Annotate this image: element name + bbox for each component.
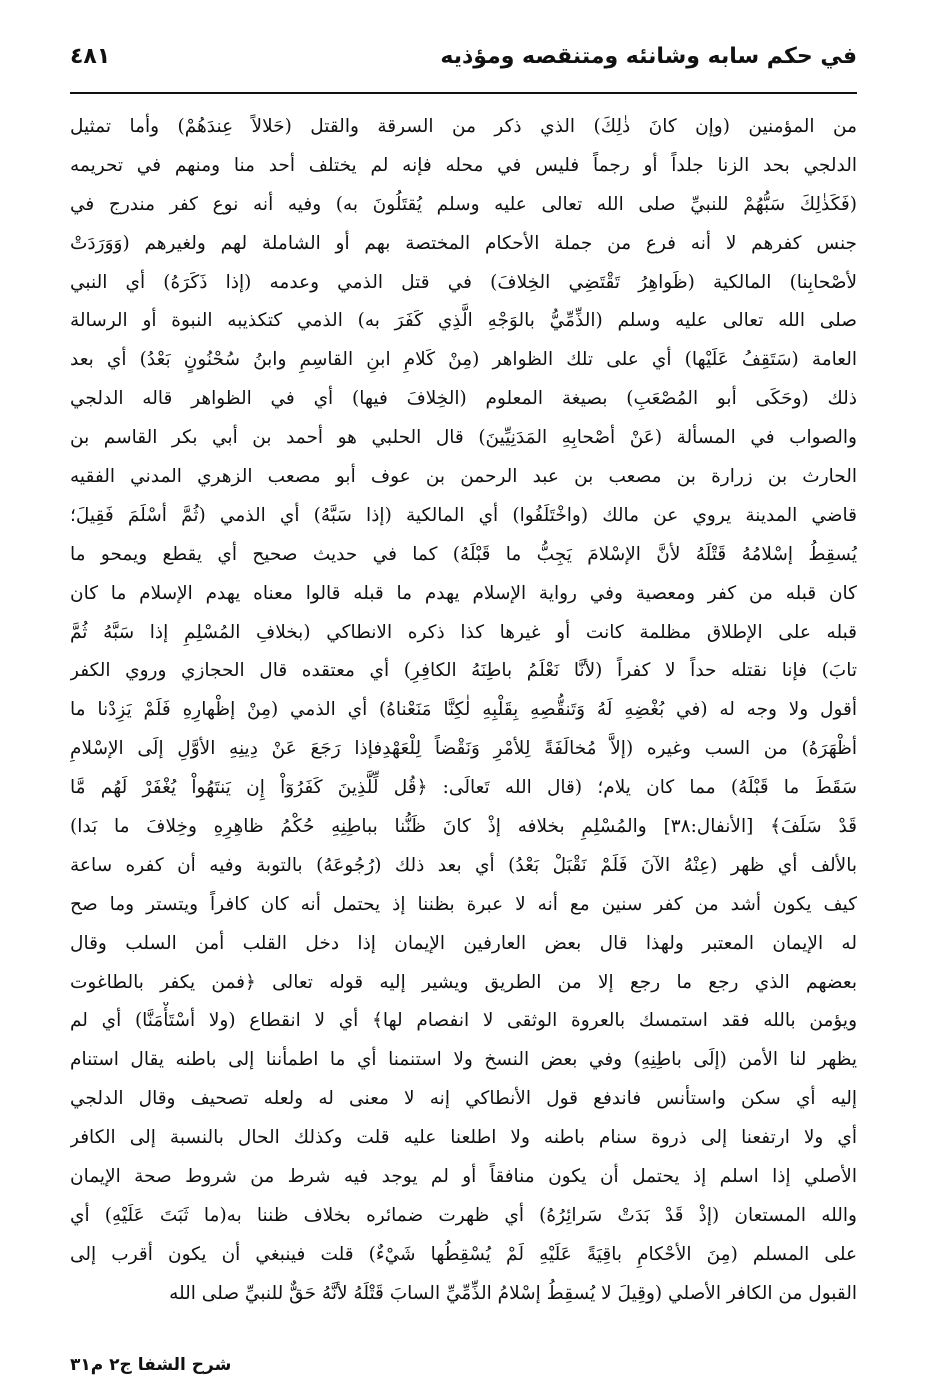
text-line: ذلك (وحَكَى أبو المُصْعَبِ) بصيغة المعلوم (الخِلافَ فيها) أي في الظواهر قاله الدلجي: [70, 388, 857, 410]
text-line: أي ولا ارتفعنا إلى ذروة سنام باطنه ولا اطلعنا عليه قلت وكذلك الحال بالنسبة إلى الكافر: [70, 1127, 857, 1149]
text-line: بعضهم الذي رجع ما رجع إلا من الطريق ويشير إليه قوله تعالى ﴿فمن يكفر بالطاغوت: [70, 971, 857, 993]
text-line: الأصلي إذا اسلم إذ يحتمل أن يكون منافقاً أو لم يوجد فيه شرط من شروط صحة الإيمان: [70, 1166, 857, 1188]
text-line: قاضي المدينة يروي عن مالك (واخْتَلَفُوا) أي المالكية (إذا سَبَّهُ) أي الذمي (ثُمَّ أسْلَمَ فَقِيلَ؛: [70, 504, 857, 526]
signature-mark: شرح الشفا ج٢ م٣١: [70, 1355, 232, 1375]
text-line: على المسلم (مِنَ الأحْكامِ باقِيَةً عَلَيْهِ لَمْ يُسْقِطُها شَيْءٌ) قلت فينبغي أن يكون أقرب إلى: [70, 1243, 857, 1265]
body-text: [70, 108, 857, 1314]
text-line: أقول ولا وجه له (في بُغْضِهِ لَهُ وَتَنقُّصِهِ بِقَلْبِهِ لٰكِنَّا مَنَعْناهُ) أي الذمي (مِنْ إظْهارِهِ فَلَمْ يَزِدْنا ما: [70, 699, 857, 721]
text-line: يُسقِطُ إسْلامُهُ قَتْلَهُ لأنَّ الإسْلامَ يَجِبُّ ما قَبْلَهُ) كما في حديث صحيح أي يقطع ويمحو ما: [70, 543, 857, 565]
text-line: جنس كفرهم لا أنه فرع من جملة الأحكام المختصة بهم أو الشاملة لهم ولغيرهم (وَوَرَدَتْ: [70, 232, 857, 254]
text-line: إليه أي سكن واستأنس فاندفع قول الأنطاكي إنه لا معنى له ولعله تصحيف وقال الدلجي: [70, 1088, 857, 1110]
running-title: في حكم سابه وشانئه ومتنقصه ومؤذيه: [440, 44, 857, 69]
text-line: لأصْحابِنا) المالكية (ظَواهِرُ تَقْتَضِي الخِلافَ) في قتل الذمي وعدمه (إذا ذَكَرَهُ) أي النبي: [70, 271, 857, 293]
text-line: القبول من الكافر الأصلي (وقِيلَ لا يُسقِطُ إسْلامُ الذِّمِّيِّ السابَ قَتْلَهُ لأنَّهُ حَقٌّ للنبيِّ صلى الله: [169, 1282, 857, 1304]
text-line: تابَ) فإنا نقتله حداً لا كفراً (لأنَّا نَعْلَمُ باطِنَهُ الكافِرِ) أي معتقده قال الحجازي وروي الكفر: [70, 660, 857, 682]
header-rule: [70, 92, 857, 94]
text-line: يظهر لنا الأمن (إلَى باطِنِهِ) وفي بعض النسخ ولا استنمنا أي ما اطمأننا إلى باطنه يقال استنام: [70, 1049, 857, 1071]
text-line: أظْهَرَهُ) من السب وغيره (إلاَّ مُخالَفَةً لِلأمْرِ وَنَقْضاً لِلْعَهْدِفإذا رَجَعَ عَنْ دِينِهِ الأوَّلِ إلَى الإسْلامِ: [70, 738, 857, 760]
text-line: ويؤمن بالله فقد استمسك بالعروة الوثقى لا انفصام لها﴾ أي لا انقطاع (ولا أسْتَأْمَنَّا) أي لم: [70, 1010, 857, 1032]
text-line: كيف يكون أشد من كفر سنين مع أنه لا عبرة بظننا إذ يحتمل أنه كان كافراً ويتستر وما صح: [70, 893, 857, 915]
text-line: والله المستعان (إذْ قَدْ بَدَتْ سَرائِرُهُ) أي ظهرت ضمائره بخلاف ظننا به(ما ثَبَتَ عَلَيْهِ) أي: [70, 1204, 857, 1226]
text-line: قَدْ سَلَفَ﴾ [الأنفال:٣٨] والمُسْلِمِ بخلافه إذْ كانَ ظَنُّنا بباطِنِهِ حُكْمُ ظاهِرِهِ وخِلافَ ما بَدا): [70, 816, 857, 838]
text-line: له الإيمان المعتبر ولهذا قال بعض العارفين الإيمان إذا دخل القلب أمن السلب وقال: [70, 932, 857, 954]
text-line: العامة (سَتَقِفُ عَلَيْها) أي على تلك الظواهر (مِنْ كَلامِ ابنِ القاسِمِ وابنُ سُحْنُونٍ بَعْدُ) أي بعد: [70, 349, 857, 371]
text-line: بالألف أي ظهر (عِنْهُ الآنَ فَلَمْ نَقْبَلْ بَعْدُ) أي بعد ذلك (رُجُوعَهُ) بالتوبة وفيه أن كفره ساعة: [70, 854, 857, 876]
page-number: ٤٨١: [70, 44, 111, 69]
text-line: الحارث بن زرارة بن مصعب بن عبد الرحمن بن عوف أبو مصعب الزهري المدني الفقيه: [70, 466, 857, 488]
text-line: (فَكَذٰلِكَ سَبُّهُمْ للنبيِّ صلى الله تعالى عليه وسلم يُقتَلُونَ به) وفيه أنه نوع كفر مندرج في: [70, 193, 857, 215]
text-line: قبله على الإطلاق مظلمة كانت أو غيرها كذا ذكره الانطاكي (بخلافِ المُسْلِمِ إذا سَبَّهُ ثُمَّ: [70, 621, 857, 643]
text-line: الدلجي بحد الزنا جلداً أو رجماً فليس في محله فإنه لم يختلف أحد منا ومنهم في تحريمه: [70, 154, 857, 176]
text-line: صلى الله تعالى عليه وسلم (الذِّمِّيُّ بالوَجْهِ الَّذِي كَفَرَ به) الذمي كتكذيبه النبوة أو الرسالة: [70, 310, 857, 332]
text-line: سَقَطَ ما قَبْلَهُ) مما كان يلام؛ (قال الله تَعالَى: ﴿قُل لِّلَّذِينَ كَفَرُوٓاْ إِن يَنتَهُواْ يُغْفَرْ لَهُم مَّا: [70, 777, 857, 799]
text-line: كان قبله من كفر ومعصية وفي رواية الإسلام يهدم ما قبله قالوا معناه يهدم الإسلام ما كان: [70, 582, 857, 604]
page-header: [70, 40, 857, 88]
text-line: والصواب في المسألة (عَنْ أصْحابِهِ المَدَنِيِّينَ) قال الحلبي هو أحمد بن أبي بكر القاسم بن: [70, 427, 857, 449]
text-line: من المؤمنين (وإن كانَ ذٰلِكَ) الذي ذكر من السرقة والقتل (حَلالاً عِندَهُمْ) وأما تمثيل: [70, 116, 857, 137]
